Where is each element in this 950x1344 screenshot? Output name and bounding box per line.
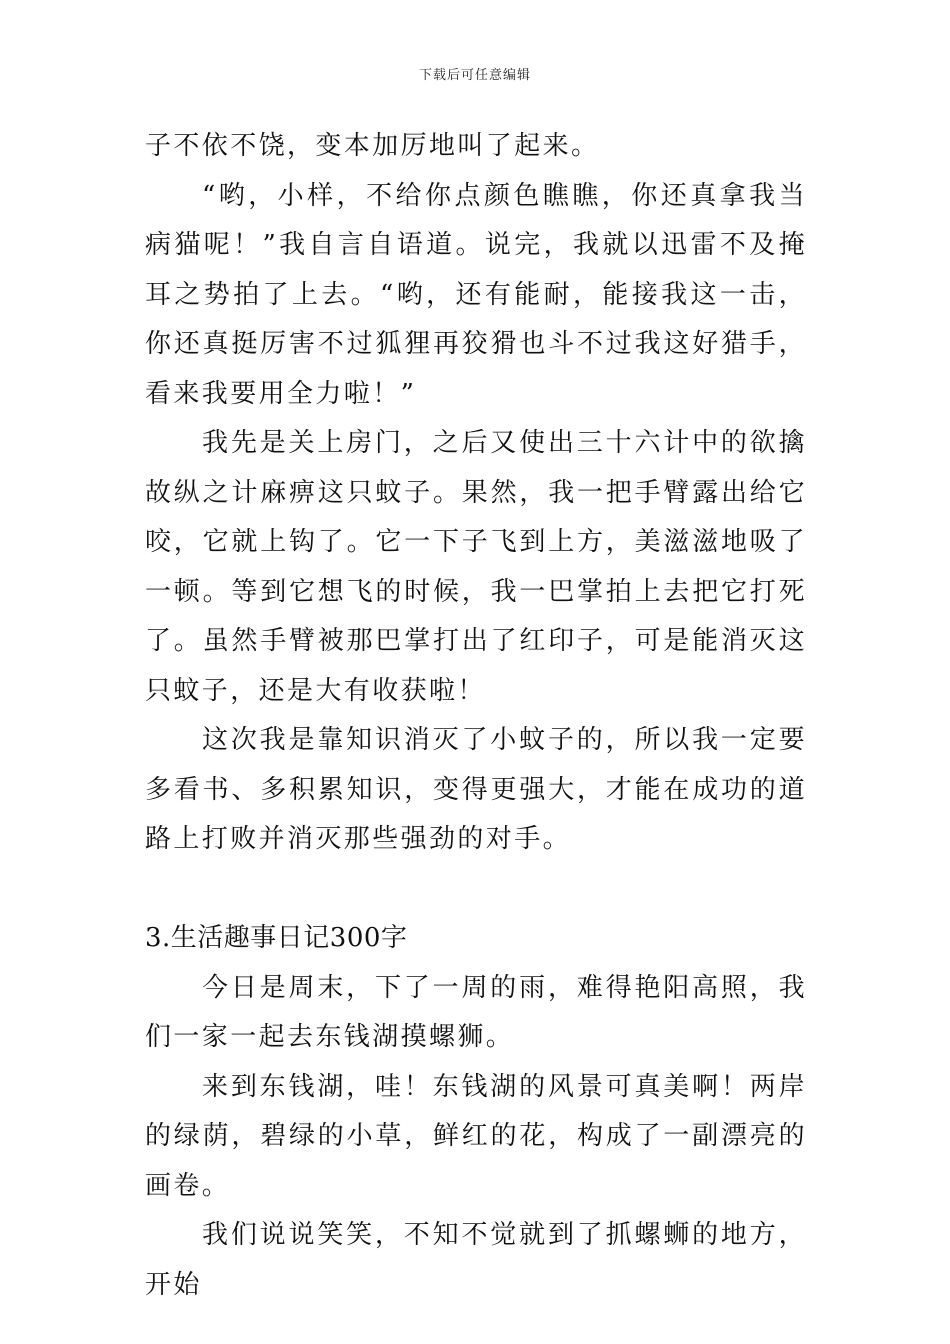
paragraph-dialogue: “哟，小样，不给你点颜色瞧瞧，你还真拿我当病猫呢！”我自言自语道。说完，我就以迅雷不及掩耳之势拍了上去。“哟，还有能耐，能接我这一击，你还真挺厉害不过狐狸再狡猾也斗不过我这好猎手，看来我要用全力啦！” <box>145 180 807 409</box>
paragraph-trap: 我先是关上房门，之后又使出三十六计中的欲擒故纵之计麻痹这只蚊子。果然，我一把手臂露出给它咬，它就上钩了。它一下子飞到上方，美滋滋地吸了一顿。等到它想飞的时候，我一巴掌拍上去把它打死了。虽然手臂被那巴掌打出了红印子，可是能消灭这只蚊子，还是大有收获啦！ <box>145 428 807 706</box>
section-spacer <box>145 865 807 915</box>
section-paragraph-start: 我们说说笑笑，不知不觉就到了抓螺蛳的地方，开始 <box>145 1220 807 1300</box>
document-body <box>145 122 807 1310</box>
section-heading: 3.生活趣事日记300字 <box>145 923 408 953</box>
paragraph-conclusion: 这次我是靠知识消灭了小蚊子的，所以我一定要多看书、多积累知识，变得更强大，才能在成功的道路上打败并消灭那些强劲的对手。 <box>145 725 807 854</box>
section-paragraph-intro: 今日是周末，下了一周的雨，难得艳阳高照，我们一家一起去东钱湖摸螺狮。 <box>145 972 807 1052</box>
paragraph-continuation: 子不依不饶，变本加厉地叫了起来。 <box>145 131 600 161</box>
page-header: 下载后可任意编辑 <box>418 68 531 83</box>
section-paragraph-scenery: 来到东钱湖，哇！东钱湖的风景可真美啊！两岸的绿荫，碧绿的小草，鲜红的花，构成了一副漂亮的画卷。 <box>145 1071 807 1201</box>
